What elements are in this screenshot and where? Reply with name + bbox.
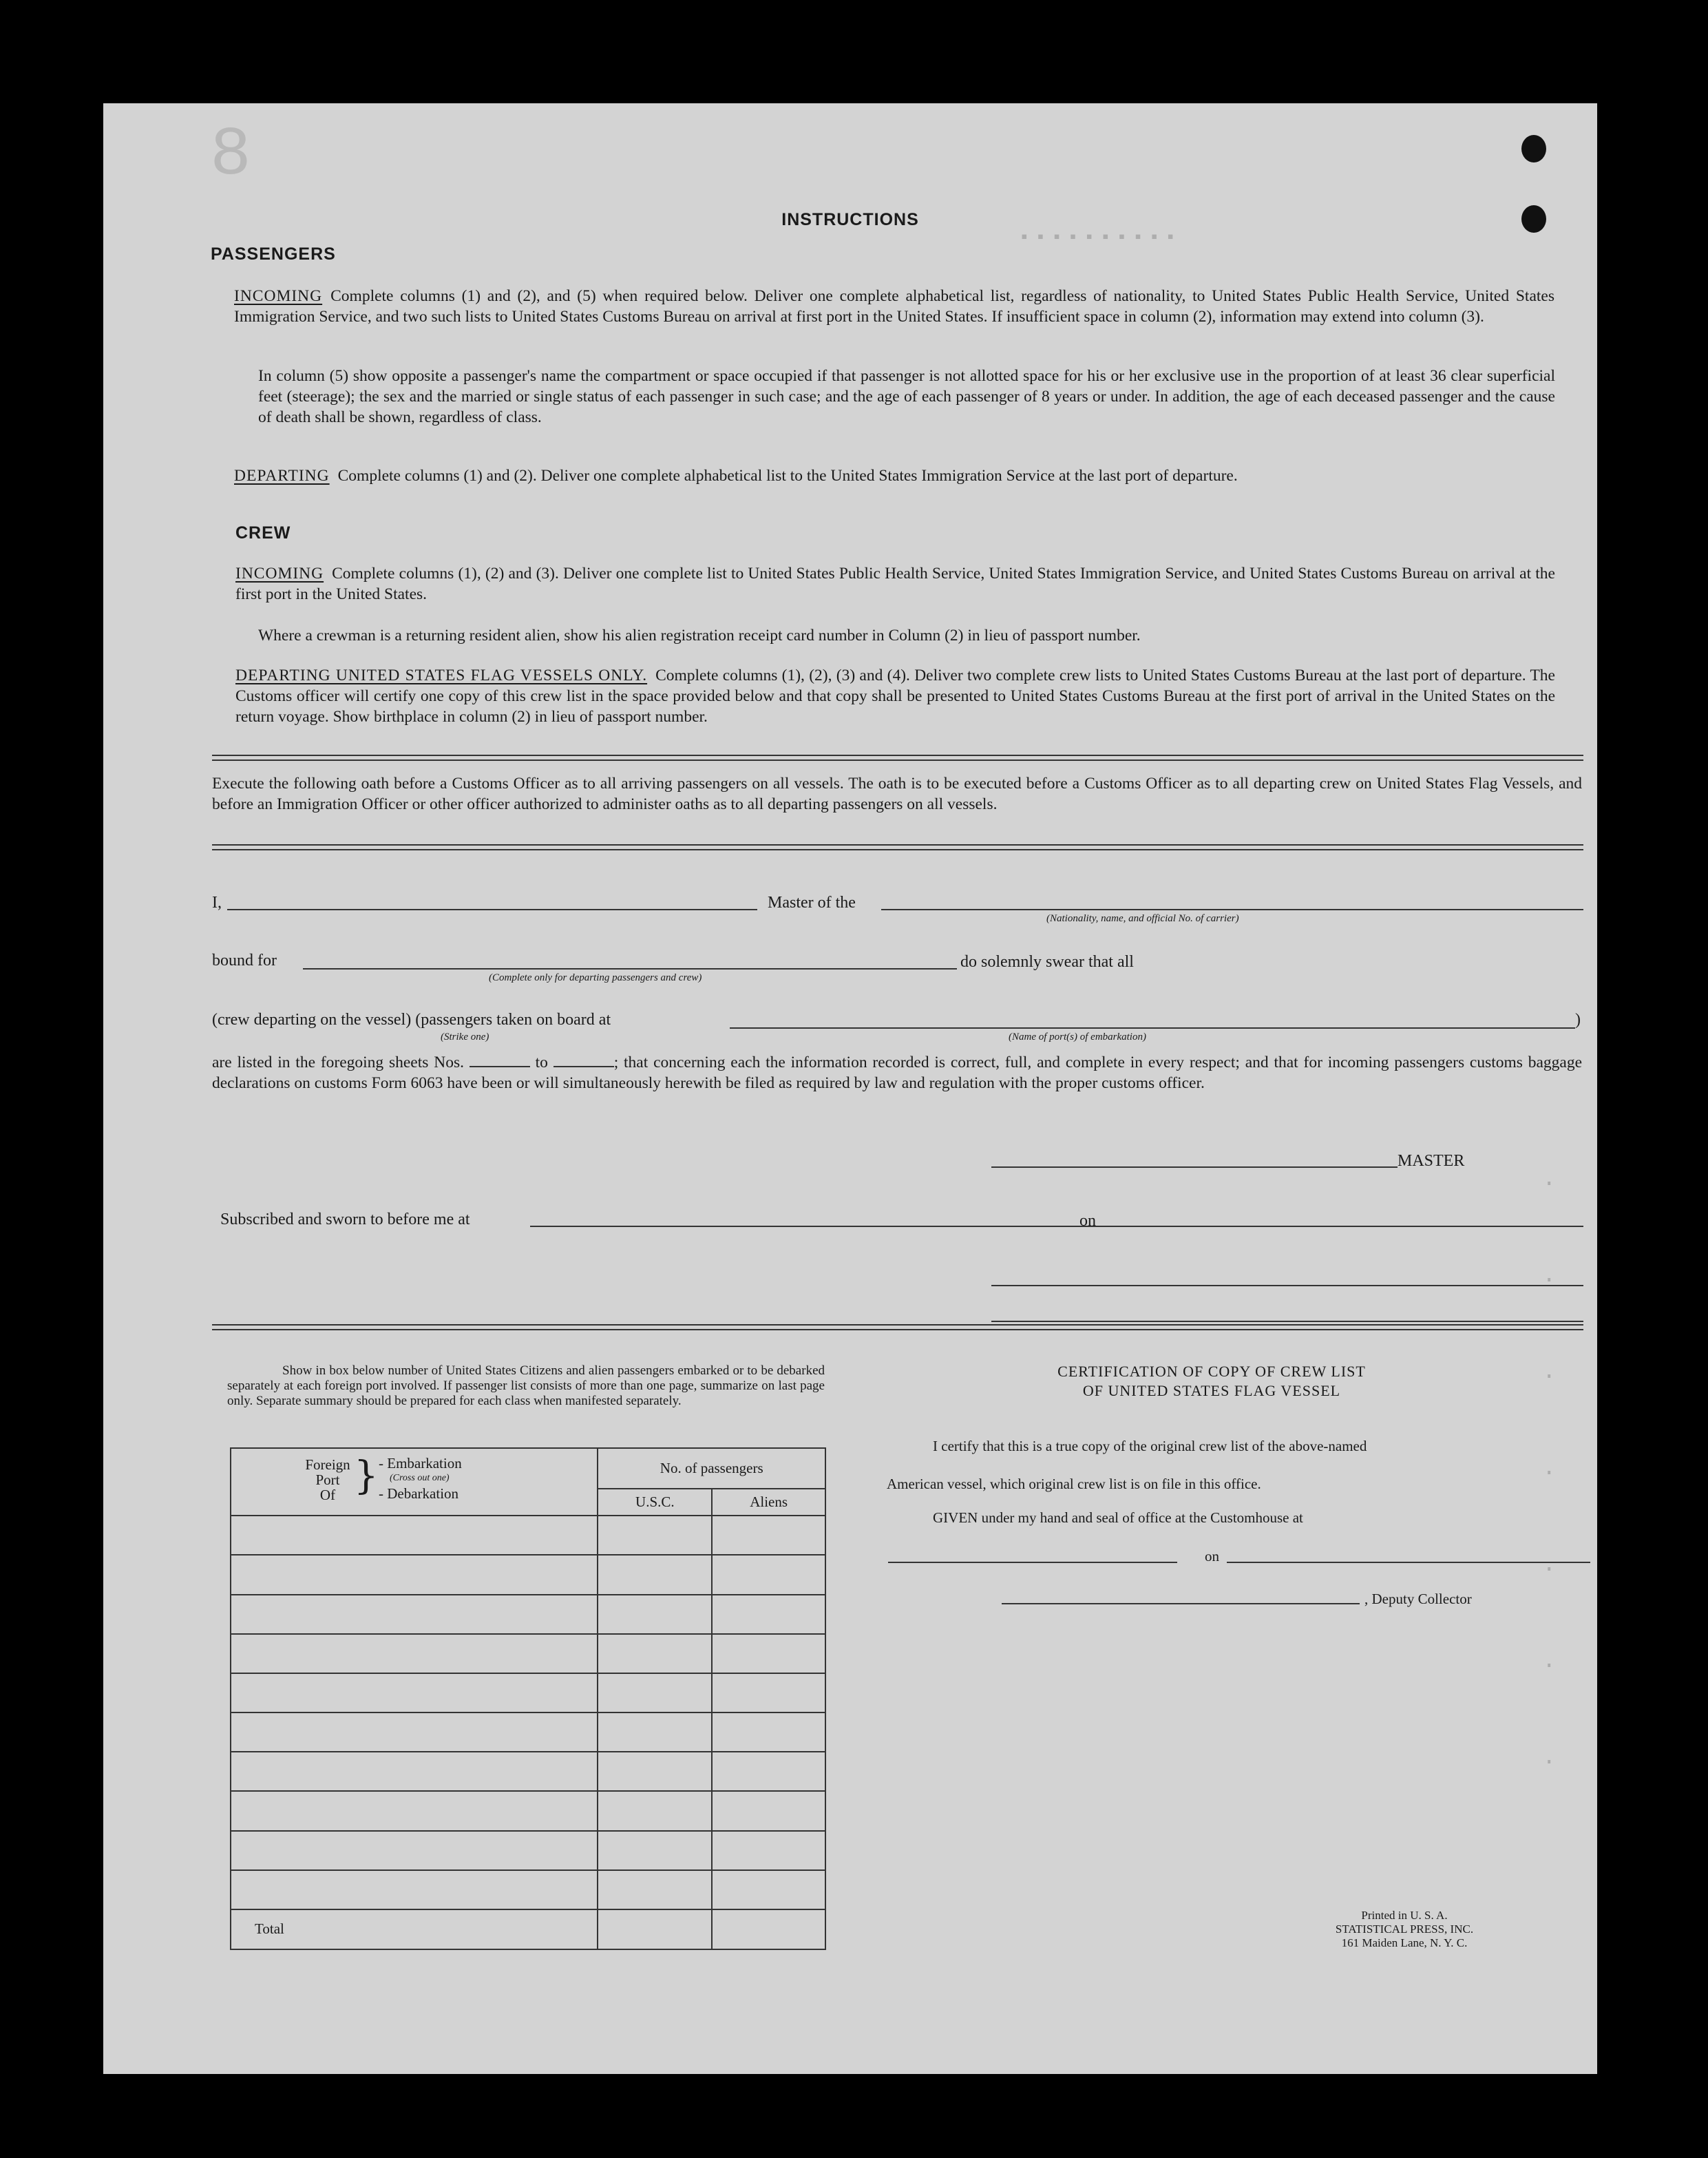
bound-for-hint: (Complete only for departing passengers and crew)	[489, 972, 702, 983]
total-label: Total	[231, 1909, 598, 1949]
strike-one-hint: (Strike one)	[441, 1031, 489, 1043]
bound-for-field[interactable]	[303, 968, 957, 970]
ports-of-embarkation-field[interactable]	[730, 1027, 1575, 1029]
ports-field-hint: (Name of port(s) of embarkation)	[1009, 1031, 1146, 1043]
table-row	[231, 1516, 825, 1555]
master-signature-label: MASTER	[1398, 1152, 1465, 1170]
passengers-column5-paragraph: In column (5) show opposite a passenger's name the compartment or space occupied if that passenger is not allotted space for his or her exclusive use in the proportion of at least 36 clear superficial feet (steerage); the sex and the married or single status of each passenger in such case; and the age of each passenger of 8 years or under. In addition, the age of each deceased passenger and the cause of death shall be shown, regardless of class.	[258, 367, 1555, 426]
section-divider-oath	[212, 844, 1583, 850]
crew-departing-text: Complete columns (1), (2), (3) and (4). Deliver two complete crew lists to United States Customs Bureau at the last port of departure. The Customs officer will certify one copy of this crew list in the space provided below and that copy shall be presented to United States Customs Bureau at the first port of arrival in the United States on the return voyage. Show birthplace in column (2) in lieu of passport number.	[235, 667, 1555, 726]
printer-imprint: Printed in U. S. A. STATISTICAL PRESS, INC. 161 Maiden Lane, N. Y. C.	[1335, 1909, 1474, 1949]
usc-column-header: U.S.C.	[598, 1489, 712, 1516]
table-row	[231, 1712, 825, 1752]
master-signature-field[interactable]	[991, 1166, 1398, 1168]
deputy-collector-label: , Deputy Collector	[1364, 1591, 1472, 1607]
oath-i-label: I,	[212, 894, 222, 912]
crew-departing-label: DEPARTING UNITED STATES FLAG VESSELS ONLY.	[235, 667, 648, 684]
crew-departing-paragraph	[235, 665, 1555, 727]
table-row	[231, 1673, 825, 1712]
sheet-to-field[interactable]	[553, 1054, 614, 1067]
foreign-port-header	[231, 1448, 598, 1516]
foreign-port-label: Foreign Port Of	[305, 1456, 350, 1503]
crew-returning-alien-note: Where a crewman is a returning resident alien, show his alien registration receipt card number in Column (2) in lieu of passport number.	[258, 627, 1141, 645]
oath-crew-passengers-label: (crew departing on the vessel) (passengers taken on board at	[212, 1011, 611, 1029]
crew-incoming-text: Complete columns (1), (2) and (3). Deliver one complete list to United States Public Health Service, United States Immigration Service, and United States Customs Bureau on arrival at the first port in the United States.	[235, 565, 1555, 603]
summary-instruction: Show in box below number of United States Citizens and alien passengers embarked or to be debarked separately at each foreign port involved. If passenger list consists of more than one page, summarize on last page only. Separate summary should be prepared for each class when manifested separately.	[227, 1363, 825, 1408]
table-row	[231, 1555, 825, 1594]
total-row	[231, 1909, 825, 1949]
certification-title: CERTIFICATION OF COPY OF CREW LIST OF UNITED STATES FLAG VESSEL	[1057, 1363, 1366, 1399]
oath-bound-for-label: bound for	[212, 952, 277, 970]
customhouse-location-field[interactable]	[888, 1562, 1177, 1563]
crew-incoming-paragraph	[235, 563, 1555, 605]
debarkation-option: - Debarkation	[379, 1485, 459, 1502]
page-number-bleed: 8	[210, 117, 252, 195]
sworn-on-label: on	[1079, 1212, 1096, 1230]
passengers-departing-text: Complete columns (1) and (2). Deliver one complete alphabetical list to the United States Immigration Service at the last port of departure.	[337, 467, 1238, 485]
brace-icon: }	[354, 1454, 379, 1498]
certification-statement: I certify that this is a true copy of the original crew list of the above-named	[933, 1438, 1367, 1454]
oath-master-of-label: Master of the	[768, 894, 856, 912]
table-row	[231, 1634, 825, 1673]
deputy-collector-signature-field[interactable]	[1002, 1603, 1360, 1604]
oath-instruction-paragraph: Execute the following oath before a Customs Officer as to all arriving passengers on all vessels. The oath is to be executed before a Customs Officer as to all departing crew on United States Flag Vessels, and before an Immigration Officer or other officer authorized to administer oaths as to all departing passengers on all vessels.	[212, 775, 1582, 813]
carrier-field-hint: (Nationality, name, and official No. of carrier)	[1046, 913, 1239, 924]
oath-swear-label: do solemnly swear that all	[960, 953, 1134, 971]
bleed-through-text: ▪▪▪▪▪▪▪▪▪▪	[1019, 227, 1182, 248]
table-row	[231, 1791, 825, 1830]
sheet-from-field[interactable]	[470, 1054, 530, 1067]
table-row	[231, 1870, 825, 1909]
aliens-column-header: Aliens	[712, 1489, 825, 1516]
crew-heading: CREW	[235, 523, 291, 543]
no-of-passengers-header: No. of passengers	[598, 1448, 825, 1489]
form-sheet	[103, 103, 1597, 2074]
embarkation-option: - Embarkation	[379, 1455, 462, 1471]
oath-listed-paragraph: are listed in the foregoing sheets Nos. to ; that concerning each the information recorded is correct, full, and complete in every respect; and that for incoming passengers customs baggage declarations on customs Form 6063 have been or will simultaneously herewith be filed as required by law and regulation with the proper customs officer.	[212, 1054, 1583, 1092]
passengers-heading: PASSENGERS	[211, 244, 336, 264]
subscribed-sworn-label: Subscribed and sworn to before me at	[220, 1211, 470, 1228]
punch-hole-top	[1521, 135, 1546, 163]
sworn-date-field[interactable]	[1101, 1226, 1583, 1227]
section-divider-bottom	[212, 1324, 1583, 1330]
passengers-incoming-text: Complete columns (1) and (2), and (5) when required below. Deliver one complete alphabetical list, regardless of nationality, to United States Public Health Service, United States Immigration Service, and two such lists to United States Customs Bureau on arrival at first port in the United States. If insufficient space in column (2), information may extend into column (3).	[234, 287, 1554, 326]
incoming-label: INCOMING	[234, 287, 323, 305]
given-under-hand-text: GIVEN under my hand and seal of office at the Customhouse at	[933, 1509, 1303, 1526]
passengers-departing-paragraph	[234, 465, 1554, 486]
cross-out-hint: (Cross out one)	[390, 1473, 450, 1483]
carrier-field[interactable]	[881, 909, 1583, 910]
total-usc-cell[interactable]	[598, 1909, 712, 1949]
bleed-through-margin: · · · · · · ·	[1542, 1171, 1557, 1776]
master-name-field[interactable]	[227, 909, 757, 910]
certification-date-field[interactable]	[1227, 1562, 1590, 1563]
officer-signature-field[interactable]	[991, 1285, 1583, 1286]
departing-label: DEPARTING	[234, 467, 330, 485]
table-row	[231, 1831, 825, 1870]
officer-title-field[interactable]	[991, 1321, 1583, 1322]
ports-field-close-paren: )	[1575, 1011, 1581, 1029]
customhouse-on-label: on	[1205, 1548, 1219, 1564]
table-row	[231, 1595, 825, 1634]
crew-incoming-label: INCOMING	[235, 565, 324, 583]
instructions-title: INSTRUCTIONS	[781, 210, 919, 229]
total-aliens-cell[interactable]	[712, 1909, 825, 1949]
table-row	[231, 1752, 825, 1791]
passengers-summary-table	[230, 1447, 826, 1950]
certification-statement-cont: American vessel, which original crew list is on file in this office.	[887, 1476, 1261, 1492]
passengers-incoming-paragraph	[234, 286, 1554, 327]
section-divider-top	[212, 755, 1583, 761]
